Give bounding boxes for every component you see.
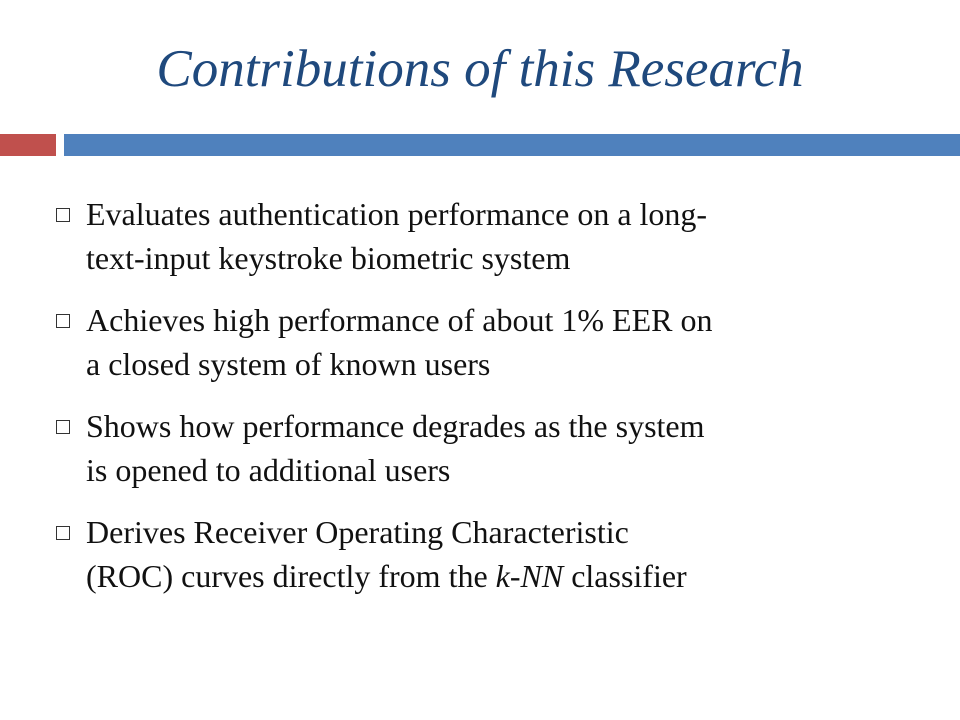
bullet-line: Achieves high performance of about 1% EER on — [86, 302, 713, 338]
bullet-text-italic: k — [495, 558, 510, 594]
bullet-item — [48, 404, 928, 492]
bullet-line — [86, 554, 928, 598]
bullet-line: is opened to additional users — [86, 452, 451, 488]
bullet-item — [48, 298, 928, 386]
bullet-item — [48, 192, 928, 280]
bullet-item — [48, 510, 928, 598]
bullet-line: text-input keystroke biometric system — [86, 240, 571, 276]
bullet-text-segment: classifier — [563, 558, 687, 594]
bullet-text-segment: - — [509, 558, 521, 594]
square-bullet-icon — [56, 526, 70, 540]
square-bullet-icon — [56, 314, 70, 328]
bullet-line: Shows how performance degrades as the system — [86, 408, 705, 444]
square-bullet-icon — [56, 208, 70, 222]
bullet-text-italic: NN — [520, 558, 564, 594]
bullet-line: Derives Receiver Operating Characteristic — [86, 514, 629, 550]
bullet-line: Evaluates authentication performance on a long- — [86, 196, 708, 232]
square-bullet-icon — [56, 420, 70, 434]
bullet-line: a closed system of known users — [86, 346, 491, 382]
bullet-text-segment: (ROC) curves directly from the — [86, 558, 496, 594]
slide-title: Contributions of this Research — [156, 40, 804, 98]
